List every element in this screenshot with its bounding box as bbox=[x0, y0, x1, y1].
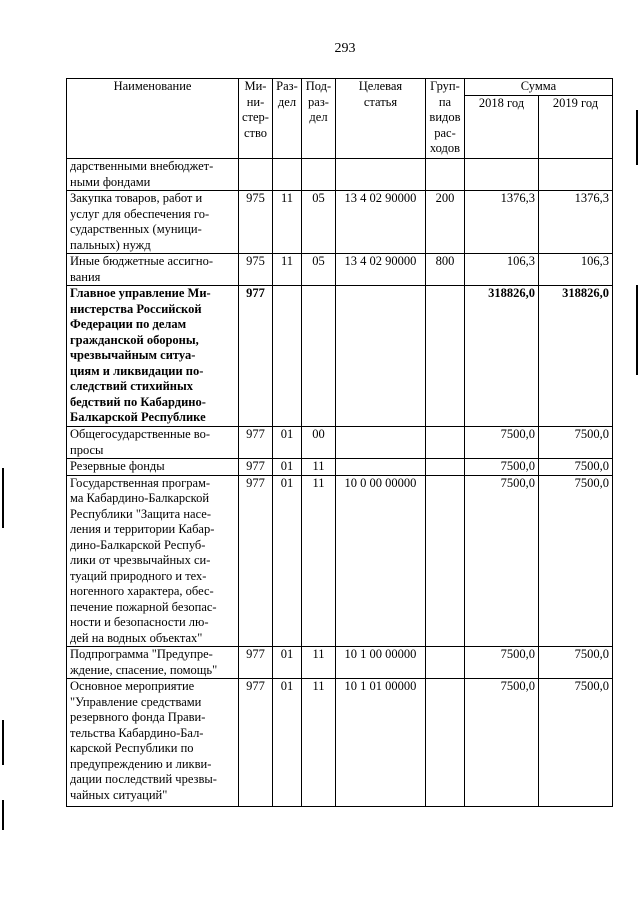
row-subsection bbox=[301, 286, 335, 427]
row-sum-2019: 7500,0 bbox=[538, 427, 612, 459]
row-expense-group bbox=[425, 679, 464, 807]
row-ministry: 975 bbox=[239, 254, 273, 286]
row-name: Основное мероприятие "Управление средствами резервного фонда Прави- тельства Кабардино-Бал- карской Республики по предупреждению и ликви- дации последствий чрезвы- чайных ситуаций" bbox=[67, 679, 239, 807]
row-section: 01 bbox=[272, 475, 301, 647]
row-ministry: 977 bbox=[239, 459, 273, 476]
row-section: 11 bbox=[272, 254, 301, 286]
page-number: 293 bbox=[334, 41, 356, 56]
row-sum-2019: 7500,0 bbox=[538, 459, 612, 476]
row-section: 01 bbox=[272, 459, 301, 476]
row-sum-2018: 106,3 bbox=[464, 254, 538, 286]
row-subsection: 05 bbox=[301, 191, 335, 254]
table-row bbox=[67, 254, 613, 286]
row-target bbox=[335, 427, 425, 459]
row-sum-2018: 7500,0 bbox=[464, 679, 538, 807]
row-name: дарственными внебюджет- ными фондами bbox=[67, 159, 239, 191]
row-ministry: 975 bbox=[239, 191, 273, 254]
row-sum-2019: 7500,0 bbox=[538, 679, 612, 807]
row-expense-group bbox=[425, 459, 464, 476]
row-subsection bbox=[301, 159, 335, 191]
row-expense-group bbox=[425, 159, 464, 191]
row-target: 10 0 00 00000 bbox=[335, 475, 425, 647]
row-sum-2019: 1376,3 bbox=[538, 191, 612, 254]
row-ministry bbox=[239, 159, 273, 191]
table-row bbox=[67, 459, 613, 476]
row-subsection: 11 bbox=[301, 459, 335, 476]
table-row bbox=[67, 679, 613, 807]
row-subsection: 11 bbox=[301, 679, 335, 807]
row-section: 11 bbox=[272, 191, 301, 254]
table-row bbox=[67, 191, 613, 254]
table-row bbox=[67, 427, 613, 459]
row-sum-2018 bbox=[464, 159, 538, 191]
row-sum-2018: 7500,0 bbox=[464, 427, 538, 459]
row-section: 01 bbox=[272, 679, 301, 807]
row-target bbox=[335, 286, 425, 427]
row-sum-2018: 7500,0 bbox=[464, 459, 538, 476]
row-target: 10 1 01 00000 bbox=[335, 679, 425, 807]
row-ministry: 977 bbox=[239, 475, 273, 647]
row-sum-2019: 7500,0 bbox=[538, 647, 612, 679]
row-target bbox=[335, 159, 425, 191]
margin-mark-3 bbox=[2, 468, 4, 528]
row-subsection: 05 bbox=[301, 254, 335, 286]
header-year-2019: 2019 год bbox=[538, 96, 612, 159]
row-section: 01 bbox=[272, 647, 301, 679]
margin-mark-2 bbox=[636, 285, 638, 375]
row-target bbox=[335, 459, 425, 476]
row-subsection: 00 bbox=[301, 427, 335, 459]
budget-table bbox=[66, 78, 613, 807]
row-expense-group: 200 bbox=[425, 191, 464, 254]
row-section bbox=[272, 159, 301, 191]
row-target: 10 1 00 00000 bbox=[335, 647, 425, 679]
margin-mark-5 bbox=[2, 800, 4, 830]
row-target: 13 4 02 90000 bbox=[335, 254, 425, 286]
header-sum: Сумма bbox=[464, 79, 612, 96]
row-name: Государственная програм- ма Кабардино-Балкарской Республики "Защита насе- ления и территории Кабар- дино-Балкарской Респуб- лики от чрезвычайных си- туаций природного и тех- ногенного характера, обес- печение пожарной безопас- ности и безопасности лю- дей на водных объектах" bbox=[67, 475, 239, 647]
header-ministry: Ми- ни- стер- ство bbox=[239, 79, 273, 159]
row-name: Подпрограмма "Предупре- ждение, спасение, помощь" bbox=[67, 647, 239, 679]
row-name: Закупка товаров, работ и услуг для обеспечения го- сударственных (муници- пальных) нужд bbox=[67, 191, 239, 254]
header-expense-group: Груп- па видов рас- ходов bbox=[425, 79, 464, 159]
row-subsection: 11 bbox=[301, 475, 335, 647]
row-sum-2018: 7500,0 bbox=[464, 475, 538, 647]
row-sum-2019: 106,3 bbox=[538, 254, 612, 286]
table-row bbox=[67, 647, 613, 679]
row-ministry: 977 bbox=[239, 427, 273, 459]
row-name: Резервные фонды bbox=[67, 459, 239, 476]
row-section: 01 bbox=[272, 427, 301, 459]
header-section: Раз- дел bbox=[272, 79, 301, 159]
row-section bbox=[272, 286, 301, 427]
row-subsection: 11 bbox=[301, 647, 335, 679]
margin-mark-1 bbox=[636, 110, 638, 165]
row-name: Иные бюджетные ассигно- вания bbox=[67, 254, 239, 286]
row-expense-group bbox=[425, 286, 464, 427]
margin-mark-4 bbox=[2, 720, 4, 765]
table-row bbox=[67, 159, 613, 191]
header-subsection: Под- раз- дел bbox=[301, 79, 335, 159]
row-ministry: 977 bbox=[239, 679, 273, 807]
row-sum-2019: 7500,0 bbox=[538, 475, 612, 647]
row-sum-2019: 318826,0 bbox=[538, 286, 612, 427]
row-ministry: 977 bbox=[239, 647, 273, 679]
header-name: Наименование bbox=[67, 79, 239, 159]
row-expense-group bbox=[425, 427, 464, 459]
row-name: Общегосударственные во- просы bbox=[67, 427, 239, 459]
table-row bbox=[67, 475, 613, 647]
row-ministry: 977 bbox=[239, 286, 273, 427]
header-year-2018: 2018 год bbox=[464, 96, 538, 159]
row-expense-group bbox=[425, 647, 464, 679]
table-row bbox=[67, 286, 613, 427]
row-name: Главное управление Ми- нистерства Российской Федерации по делам гражданской обороны, чрезвычайным ситуа- циям и ликвидации по- следствий стихийных бедствий по Кабардино- Балкарской Республике bbox=[67, 286, 239, 427]
row-sum-2018: 7500,0 bbox=[464, 647, 538, 679]
row-sum-2019 bbox=[538, 159, 612, 191]
row-sum-2018: 1376,3 bbox=[464, 191, 538, 254]
row-expense-group bbox=[425, 475, 464, 647]
row-sum-2018: 318826,0 bbox=[464, 286, 538, 427]
row-target: 13 4 02 90000 bbox=[335, 191, 425, 254]
header-target: Целевая статья bbox=[335, 79, 425, 159]
row-expense-group: 800 bbox=[425, 254, 464, 286]
